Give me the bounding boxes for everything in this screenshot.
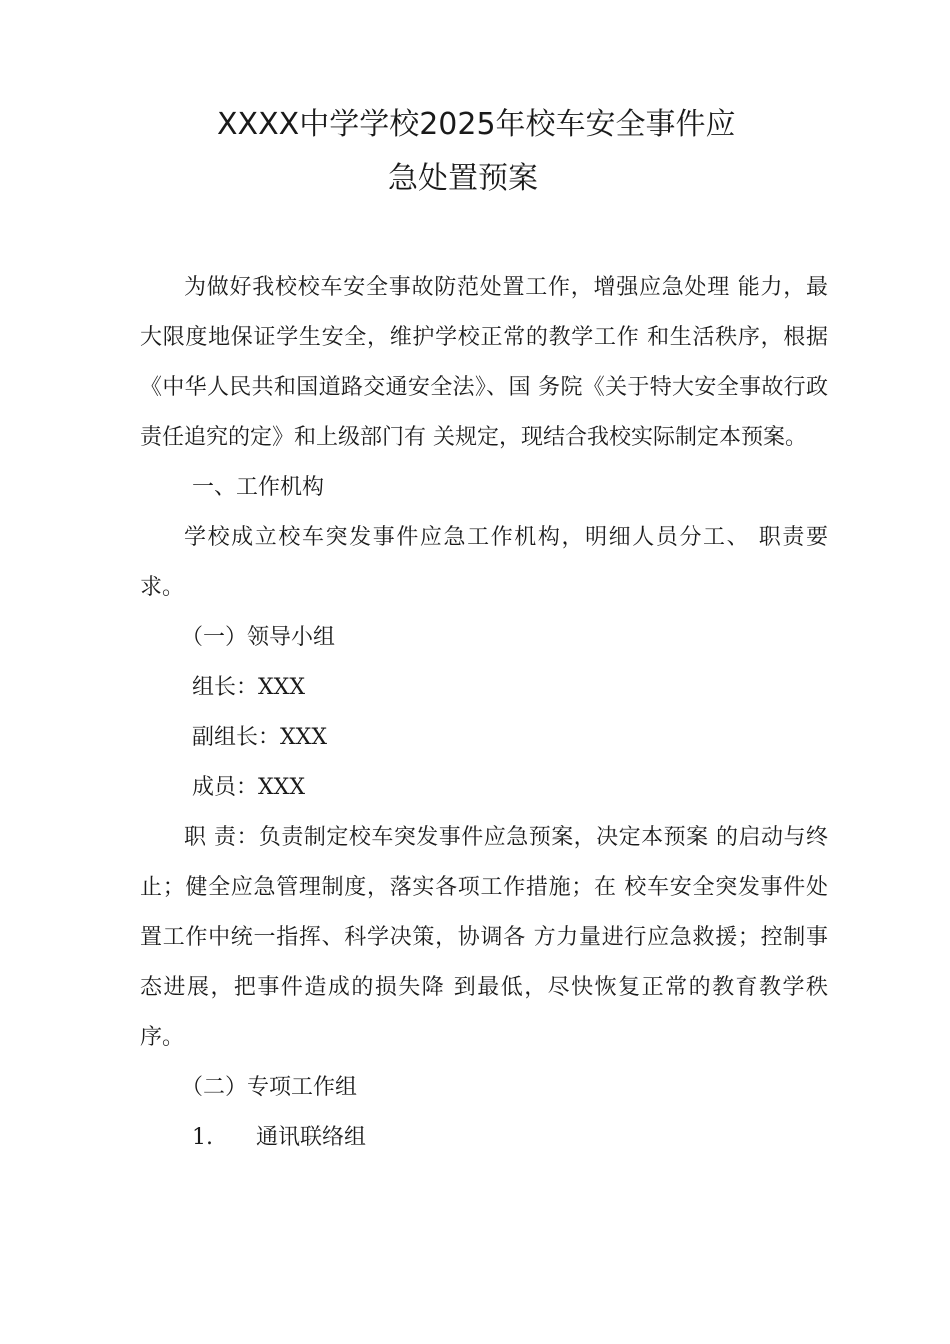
item-number: 1. (192, 1125, 213, 1150)
subsection-heading-leadership: （一）领导小组 (181, 625, 336, 650)
document-title-line-2: 急处置预案 (388, 161, 538, 196)
numbered-item-communication-group (140, 1113, 828, 1163)
deputy-leader-line: 副组长：XXX (192, 725, 327, 750)
organization-paragraph: 学校成立校车突发事件应急工作机构，明细人员分工、 职责要求。 (140, 525, 828, 600)
duties-paragraph: 职 责：负责制定校车突发事件应急预案，决定本预案 的启动与终止；健全应急管理制度，落实各项工作措施；在 校车安全突发事件处置工作中统一指挥、科学决策，协调各 方力量进行应急救援；控制事态进展，把事件造成的损失降 到最低，尽快恢复正常的教育教学秩序。 (140, 825, 828, 1050)
section-heading-organization: 一、工作机构 (192, 475, 325, 500)
document-body (140, 263, 828, 1163)
document-title-line-1: XXXX中学学校2025年校车安全事件应 (217, 107, 736, 142)
leader-line: 组长：XXX (192, 675, 305, 700)
item-text: 通讯联络组 (256, 1125, 367, 1150)
intro-paragraph: 为做好我校校车安全事故防范处置工作，增强应急处理 能力，最大限度地保证学生安全，维护学校正常的教学工作 和生活秩序，根据《中华人民共和国道路交通安全法》、国 务院《关于特大安全事故行政责任追究的定》和上级部门有 关规定，现结合我校实际制定本预案。 (140, 275, 828, 450)
subsection-heading-special-groups: （二）专项工作组 (181, 1075, 358, 1100)
members-line: 成员：XXX (192, 775, 305, 800)
